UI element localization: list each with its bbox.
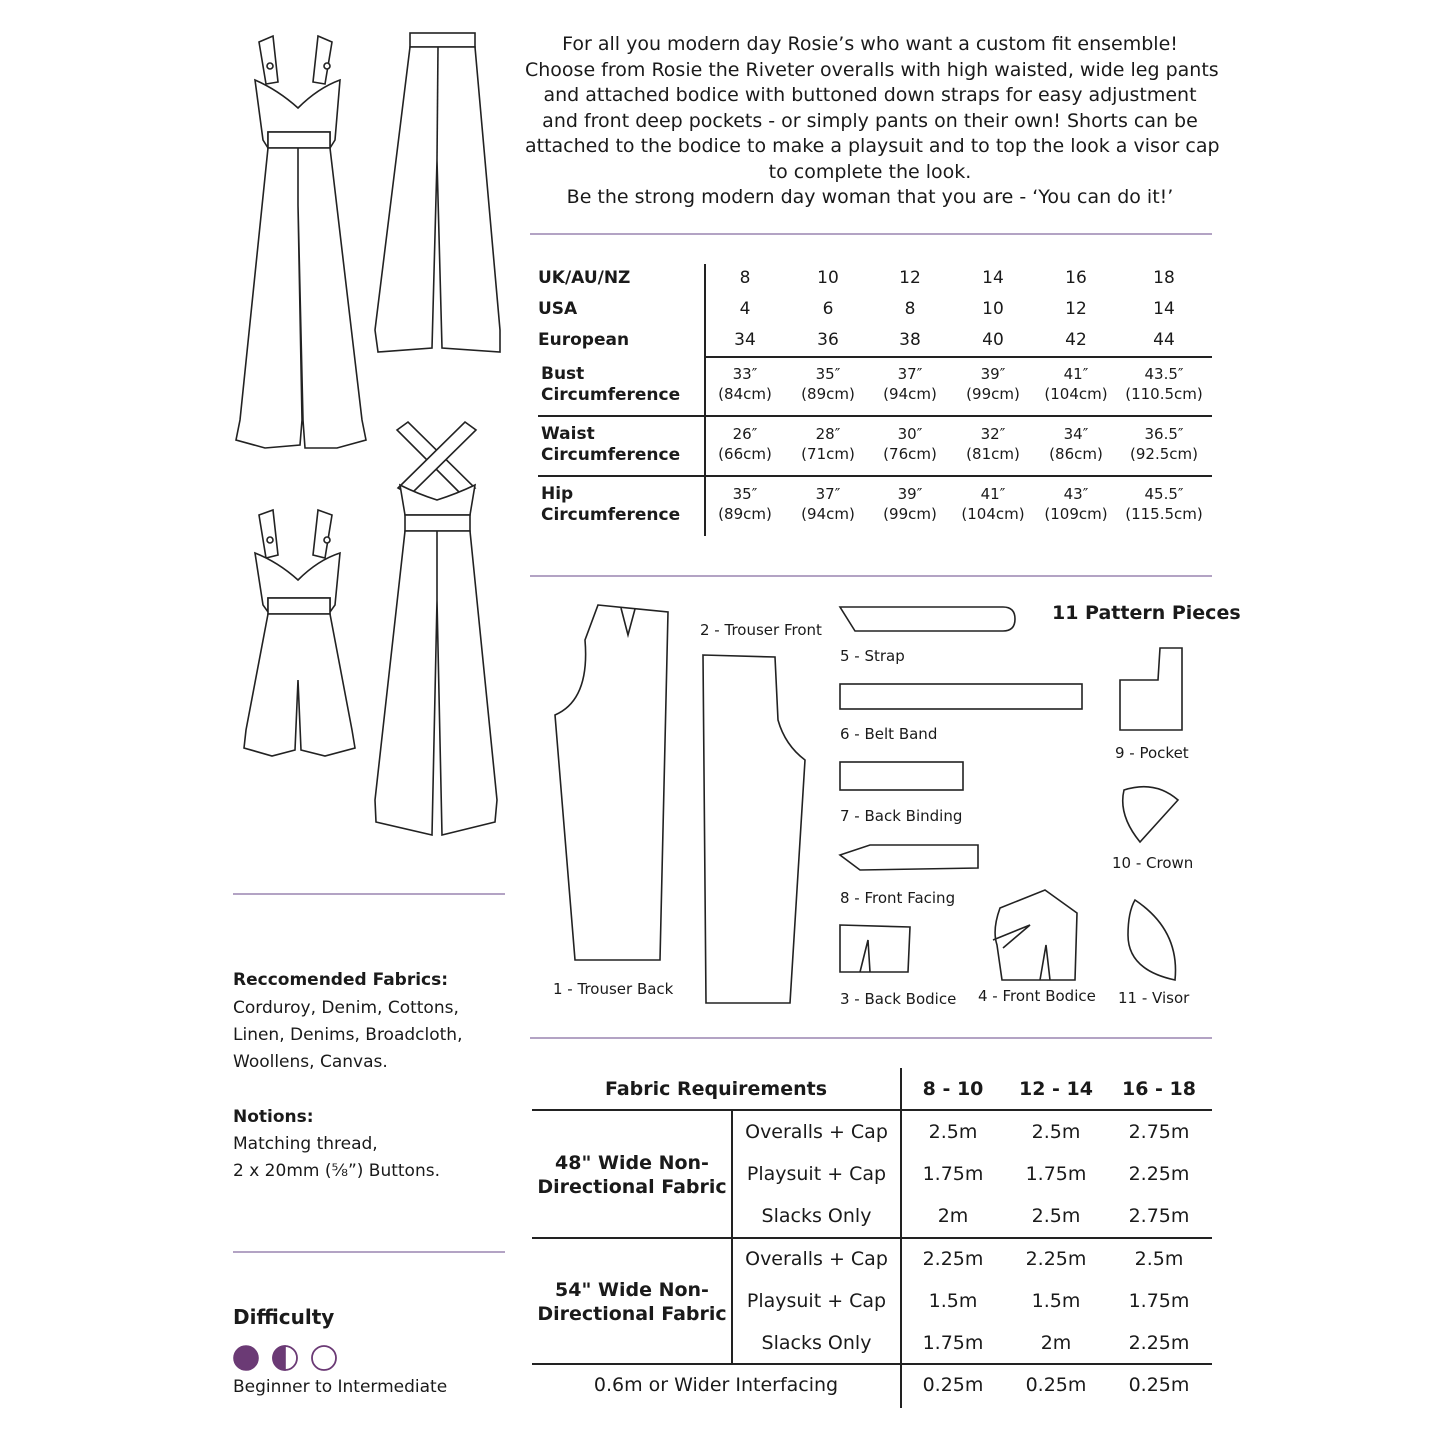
fr-value: 1.75m: [922, 1163, 984, 1185]
halter-overalls-illustration: [375, 422, 497, 835]
size-value: 12: [899, 268, 921, 288]
fr-style: Playsuit + Cap: [746, 1290, 887, 1312]
fr-size-group: 16 - 18: [1122, 1078, 1196, 1100]
fr-value: 2.25m: [1128, 1332, 1190, 1354]
hip-value: 39″ (99cm): [883, 485, 937, 523]
intro-line: Be the strong modern day woman that you are - ‘You can do it!’: [566, 186, 1174, 208]
fr-size-group: 12 - 14: [1019, 1078, 1093, 1100]
piece-label: 8 - Front Facing: [840, 889, 956, 907]
piece-label: 9 - Pocket: [1115, 744, 1189, 762]
fr-value: 2.25m: [1025, 1248, 1087, 1270]
fr-header: Fabric Requirements: [604, 1078, 828, 1100]
difficulty-dot-empty: [312, 1346, 336, 1370]
fr-value: 0.25m: [922, 1374, 984, 1396]
difficulty-rating: [230, 1342, 345, 1374]
fr-value: 2m: [937, 1205, 969, 1227]
hip-value: 43″ (109cm): [1044, 485, 1108, 523]
piece-visor: [1128, 900, 1176, 980]
trousers-illustration: [375, 33, 500, 352]
right-divider-3: [530, 1037, 1212, 1039]
size-value: 36: [817, 330, 839, 350]
playsuit-illustration: [244, 510, 355, 756]
piece-crown: [1123, 787, 1178, 842]
piece-trouser-back: [555, 605, 668, 960]
fr-style: Overalls + Cap: [745, 1248, 888, 1270]
piece-label: 6 - Belt Band: [840, 725, 938, 743]
fabrics-line-2: Linen, Denims, Broadcloth,: [233, 1025, 463, 1045]
difficulty-dot-half-fill: [273, 1346, 285, 1370]
bust-value: 33″ (84cm): [718, 365, 772, 403]
piece-label: 2 - Trouser Front: [700, 621, 822, 639]
piece-back-bodice: [840, 925, 910, 972]
left-divider-2: [233, 1251, 505, 1253]
waist-value: 30″ (76cm): [883, 425, 937, 463]
right-divider-2: [530, 575, 1212, 577]
intro-line: to complete the look.: [768, 160, 972, 183]
size-value: 44: [1153, 330, 1175, 350]
notions-heading: Notions:: [233, 1107, 314, 1127]
fr-value: 0.25m: [1128, 1374, 1190, 1396]
fabrics-line-1: Corduroy, Denim, Cottons,: [233, 998, 459, 1018]
waist-value: 28″ (71cm): [801, 425, 855, 463]
fr-style: Overalls + Cap: [745, 1121, 888, 1143]
fr-style: Slacks Only: [761, 1205, 872, 1227]
hip-value: 45.5″ (115.5cm): [1125, 485, 1203, 523]
size-value: 40: [982, 330, 1004, 350]
fr-value: 2.5m: [1031, 1121, 1081, 1143]
fr-value: 1.5m: [928, 1290, 978, 1312]
fr-value: 1.75m: [1025, 1163, 1087, 1185]
notions-line-1: Matching thread,: [233, 1134, 378, 1154]
fr-value: 2.75m: [1128, 1205, 1190, 1227]
fr-value: 2.25m: [922, 1248, 984, 1270]
hip-value: 37″ (94cm): [801, 485, 855, 523]
fr-value: 1.75m: [1128, 1290, 1190, 1312]
piece-pocket: [1120, 648, 1182, 730]
hip-value: 35″ (89cm): [718, 485, 772, 523]
waist-value: 32″ (81cm): [966, 425, 1020, 463]
piece-front-facing: [840, 845, 978, 870]
intro-line: and front deep pockets - or simply pants on their own! Shorts can be: [542, 109, 1198, 132]
fr-value: 2m: [1040, 1332, 1072, 1354]
piece-label: 10 - Crown: [1112, 854, 1194, 872]
bust-value: 43.5″ (110.5cm): [1125, 365, 1203, 403]
waist-value: 36.5″ (92.5cm): [1130, 425, 1198, 463]
fabrics-line-3: Woollens, Canvas.: [233, 1052, 388, 1072]
bust-value: 41″ (104cm): [1044, 365, 1108, 403]
piece-label: 7 - Back Binding: [840, 807, 963, 825]
size-chart-hline: [704, 356, 1212, 358]
intro-line: and attached bodice with buttoned down straps for easy adjustment: [543, 84, 1197, 106]
fr-hline: [532, 1237, 1212, 1239]
difficulty-heading: Difficulty: [233, 1305, 335, 1329]
size-value: 8: [904, 299, 916, 319]
right-divider-1: [530, 233, 1212, 235]
fr-value: 2.5m: [1134, 1248, 1184, 1270]
size-value: 42: [1065, 330, 1087, 350]
fr-fabric-48: 48" Wide Non- Directional Fabric: [537, 1152, 727, 1198]
fr-value: 1.75m: [922, 1332, 984, 1354]
fr-value: 1.5m: [1031, 1290, 1081, 1312]
size-label-uk: UK/AU/NZ: [538, 268, 631, 288]
piece-label: 4 - Front Bodice: [978, 987, 1096, 1005]
size-value: 12: [1065, 299, 1087, 319]
difficulty-dot-full: [234, 1346, 258, 1370]
fr-size-group: 8 - 10: [922, 1078, 984, 1100]
difficulty-level: Beginner to Intermediate: [233, 1377, 448, 1397]
hip-value: 41″ (104cm): [961, 485, 1025, 523]
bust-value: 39″ (99cm): [966, 365, 1020, 403]
garment-illustrations: [225, 25, 515, 845]
measure-label-bust: Bust Circumference: [541, 364, 681, 405]
size-value: 38: [899, 330, 921, 350]
waist-value: 26″ (66cm): [718, 425, 772, 463]
size-chart-hline: [538, 415, 1212, 417]
fabrics-heading: Reccomended Fabrics:: [233, 970, 449, 990]
size-value: 10: [817, 268, 839, 288]
size-value: 18: [1153, 268, 1175, 288]
size-value: 14: [1153, 299, 1175, 319]
measure-label-waist: Waist Circumference: [541, 424, 681, 465]
fr-style: Playsuit + Cap: [746, 1163, 887, 1185]
size-value: 8: [739, 268, 751, 288]
fr-value: 0.25m: [1025, 1374, 1087, 1396]
piece-label: 3 - Back Bodice: [840, 990, 957, 1008]
fr-style: Slacks Only: [761, 1332, 872, 1354]
intro-line: attached to the bodice to make a playsuit and to top the look a visor cap: [525, 135, 1220, 157]
fr-interfacing-label: 0.6m or Wider Interfacing: [593, 1374, 839, 1396]
size-chart-hline: [538, 475, 1212, 477]
piece-label: 1 - Trouser Back: [553, 980, 674, 998]
overalls-illustration: [236, 36, 366, 448]
measure-label-hip: Hip Circumference: [541, 484, 681, 525]
size-value: 10: [982, 299, 1004, 319]
piece-belt-band: [840, 684, 1082, 709]
piece-label: 11 - Visor: [1118, 989, 1190, 1007]
bust-value: 37″ (94cm): [883, 365, 937, 403]
size-value: 4: [739, 299, 751, 319]
intro-line: For all you modern day Rosie’s who want a custom fit ensemble!: [562, 33, 1178, 55]
intro-paragraph: [525, 32, 1220, 211]
intro-line: Choose from Rosie the Riveter overalls with high waisted, wide leg pants: [525, 58, 1219, 81]
fr-hline: [532, 1363, 1212, 1365]
fr-fabric-54: 54" Wide Non- Directional Fabric: [537, 1279, 727, 1325]
size-value: 14: [982, 268, 1004, 288]
fr-value: 2.75m: [1128, 1121, 1190, 1143]
piece-trouser-front: [703, 655, 805, 1003]
waist-value: 34″ (86cm): [1049, 425, 1103, 463]
size-value: 16: [1065, 268, 1087, 288]
piece-label: 5 - Strap: [840, 647, 905, 665]
bust-value: 35″ (89cm): [801, 365, 855, 403]
left-divider-1: [233, 893, 505, 895]
size-value: 34: [734, 330, 756, 350]
pattern-title: 11 Pattern Pieces: [1052, 602, 1241, 624]
piece-back-binding: [840, 762, 963, 790]
size-label-eu: European: [538, 330, 630, 350]
size-label-usa: USA: [538, 299, 578, 319]
fr-hline: [532, 1109, 1212, 1111]
fr-value: 2.5m: [928, 1121, 978, 1143]
fr-value: 2.5m: [1031, 1205, 1081, 1227]
fr-value: 2.25m: [1128, 1163, 1190, 1185]
size-value: 6: [822, 299, 834, 319]
notions-line-2: 2 x 20mm (⅝”) Buttons.: [233, 1161, 440, 1181]
piece-strap: [840, 607, 1015, 631]
